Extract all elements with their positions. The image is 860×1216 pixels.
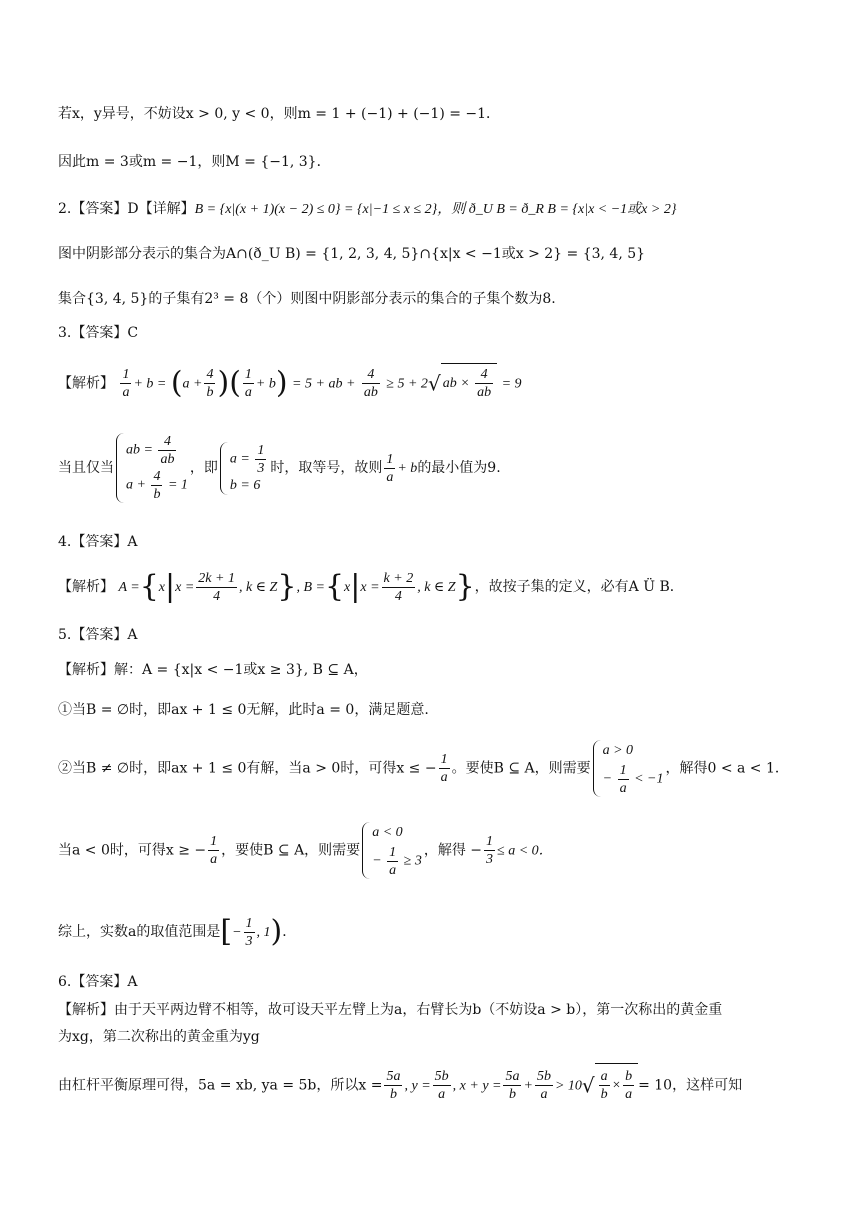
- q5-empty-case-line: ①当B = ∅时，即ax + 1 ≤ 0无解，此时a = 0，满足题意.: [58, 702, 429, 718]
- q4-answer-head: 4.【答案】A: [58, 534, 138, 550]
- q6-solution-line-1: 【解析】由于天平两边臂不相等，故可设天平左臂上为a，右臂长为b（不妨设a > b），第一次称出的黄金重: [58, 1002, 723, 1018]
- q2-head: 2.【答案】D【详解】: [58, 201, 195, 217]
- q2-answer-line: [58, 199, 676, 220]
- q3-answer-head: 3.【答案】C: [58, 325, 139, 341]
- q6-lever-equation-line: 由杠杆平衡原理可得，5a = xb, ya = 5b，所以x = $\frac{5a}{b}$ , y = $\frac{5b}{a}$ , x + y = $\frac{5a}{b}$ + $\frac{5b}{a}$ > 10√ $\frac{a}{b}$ × $\frac{b}{a}$ = 10，这样可知: [58, 1063, 742, 1107]
- q2-shaded-set-line: 图中阴影部分表示的集合为A∩(ð_U B) = {1, 2, 3, 4, 5}∩{x|x < −1或x > 2} = {3, 4, 5}: [58, 246, 646, 262]
- q5-set-a-line: 【解析】解：A = {x|x < −1或x ≥ 3}, B ⊆ A，: [58, 662, 368, 678]
- q2-main: B = {x|(x + 1)(x − 2) ≤ 0} = {x|−1 ≤ x ≤ 2}，则 ð_U B = ð_R B = {x|x < −1或x > 2}: [194, 202, 677, 217]
- q6-solution-line-2: 为xg，第二次称出的黄金重为yg: [58, 1029, 260, 1045]
- q6-answer-head: 6.【答案】A: [58, 974, 138, 990]
- q5-answer-head: 5.【答案】A: [58, 627, 138, 643]
- q2-subset-count-line: 集合{3, 4, 5}的子集有2³ = 8（个）则图中阴影部分表示的集合的子集个数为8.: [58, 291, 556, 307]
- q5-positive-case-line: ②当B ≠ ∅时，即ax + 1 ≤ 0有解，当a > 0时，可得x ≤ − $\frac{1}{a}$ 。要使B ⊆ A，则需要 a > 0 − $\frac{1}{a}$ < −1 ，解得0 < a < 1．: [58, 740, 789, 796]
- q4-solution-line: 【解析】 A ={x|x = $\frac{2k + 1}{4}$ , k ∈ Z}, B ={x|x = $\frac{k + 2}{4}$ , k ∈ Z}，故按子集的定义，必有A Ü B．: [58, 569, 684, 604]
- q3-solution-equation: 【解析】 $\frac{1}{a}$ + b = (a + $\frac{4}{b}$ )( $\frac{1}{a}$ + b) = 5 + ab + $\frac{4}{ab}$ ≥ 5 + 2√ ab × $\frac{4}{ab}$ = 9: [58, 363, 522, 403]
- text-line-sign-case: 若x，y异号，不妨设x > 0, y < 0，则m = 1 + (−1) + (−1) = −1．: [58, 106, 501, 122]
- q5-range-line: 综上，实数a的取值范围是[− $\frac{1}{3}$ , 1)．: [58, 914, 297, 949]
- q5-negative-case-line: 当a < 0时，可得x ≥ − $\frac{1}{a}$ ，要使B ⊆ A，则需要 a < 0 − $\frac{1}{a}$ ≥ 3 ，解得 − $\frac{1}{3}$ ≤ a < 0．: [58, 822, 553, 878]
- q3-equality-condition: 当且仅当 ab = $\frac{4}{ab}$ a + $\frac{4}{b}$ = 1 ，即 a = $\frac{1}{3}$ b = 6 时，取等号，故则 $\frac{1}{a}$ + b的最小值为9.: [58, 434, 501, 502]
- text-line-conclusion-m: 因此m = 3或m = −1，则M = {−1, 3}．: [58, 154, 331, 170]
